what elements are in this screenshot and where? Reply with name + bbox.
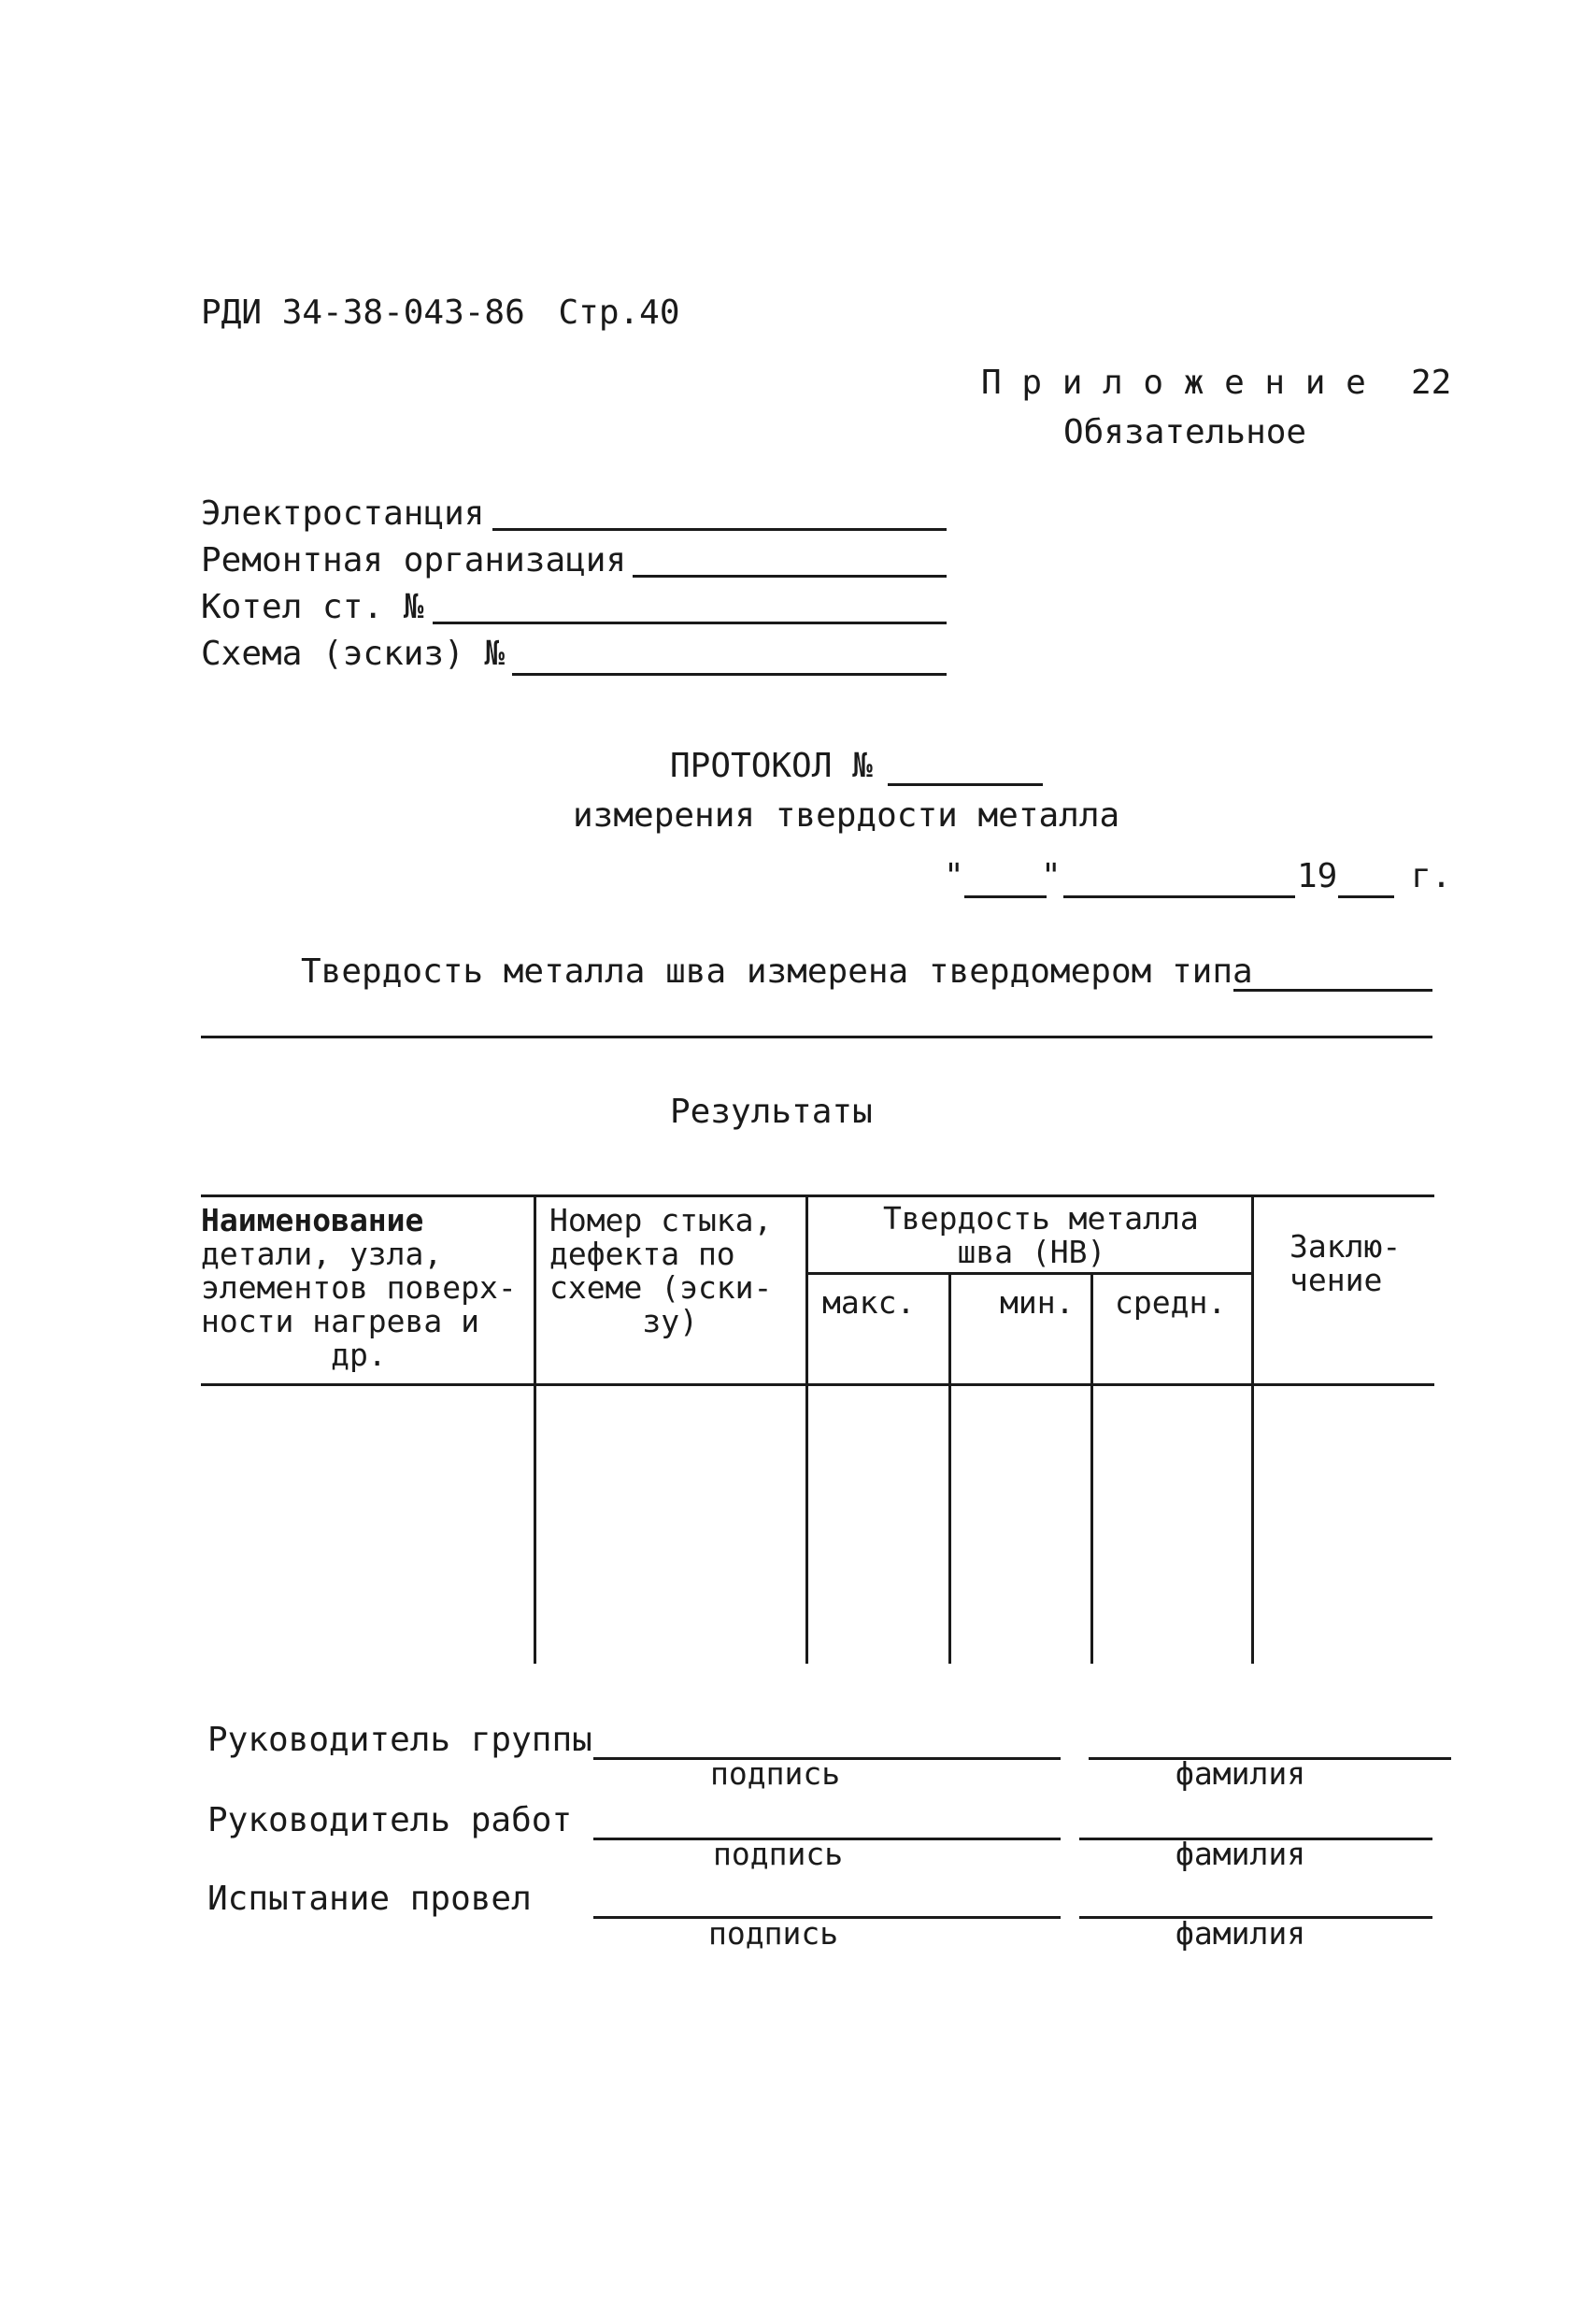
signature-name-caption-1: фамилия (1176, 1755, 1306, 1792)
date-year-suffix: г. (1411, 857, 1452, 895)
table-col-divider-1 (534, 1194, 536, 1664)
hardness-statement: Твердость металла шва измерена твердомером типа (301, 952, 1253, 991)
protocol-title: ПРОТОКОЛ № (670, 747, 873, 785)
table-header-hardness-group: Твердость металла шва (НВ) (883, 1200, 1199, 1270)
page-number: Стр.40 (558, 293, 680, 332)
appendix-title: П р и л о ж е н и е (981, 364, 1366, 402)
protocol-number-blank (888, 783, 1043, 786)
table-header-min: мин. (1000, 1284, 1075, 1321)
hardness-continuation-blank (201, 1036, 1432, 1038)
signature-sign-caption-1: подпись (710, 1755, 841, 1792)
field-repair-org-blank (633, 575, 947, 578)
table-header-bottom-border (201, 1383, 1434, 1386)
signature-name-caption-3: фамилия (1176, 1915, 1306, 1952)
field-repair-org-label: Ремонтная организация (201, 541, 627, 579)
table-header-avg: средн. (1115, 1284, 1227, 1321)
signature-role-tester: Испытание провел (207, 1880, 532, 1918)
table-col-divider-3 (948, 1272, 951, 1664)
field-scheme-blank (512, 673, 947, 676)
table-header-conclusion: Заклю- чение (1290, 1228, 1402, 1298)
date-year-prefix: 19 (1297, 857, 1338, 895)
signature-role-group-leader: Руководитель группы (207, 1721, 592, 1759)
hardness-type-blank (1233, 989, 1432, 992)
field-power-station-blank (492, 528, 947, 531)
table-col-divider-4 (1090, 1272, 1093, 1664)
table-header-joint-number: Номер стыка, дефекта по схеме (эски- зу) (549, 1202, 773, 1339)
date-month-blank (1063, 895, 1295, 898)
date-year-blank (1338, 895, 1394, 898)
field-scheme-label: Схема (эскиз) № (201, 635, 506, 673)
field-boiler-blank (433, 622, 947, 624)
table-col-divider-5 (1251, 1194, 1254, 1664)
field-boiler-label: Котел ст. № (201, 588, 424, 626)
signature-sign-caption-3: подпись (708, 1915, 839, 1952)
protocol-subtitle: измерения твердости металла (573, 796, 1120, 835)
table-header-part-name: детали, узла, элементов поверх- ности нагрева и др. (201, 1236, 517, 1373)
signature-sign-caption-2: подпись (713, 1836, 844, 1872)
table-header-max: макс. (822, 1284, 916, 1321)
date-close-quote: " (1041, 857, 1062, 895)
date-day-blank (964, 895, 1047, 898)
appendix-status: Обязательное (1063, 413, 1307, 451)
doc-reference (201, 294, 680, 332)
table-col-divider-2 (805, 1194, 808, 1664)
results-title: Результаты (670, 1093, 873, 1131)
signature-name-caption-2: фамилия (1176, 1836, 1306, 1872)
date-open-quote: " (944, 857, 964, 895)
table-header-part-name-bold: Наименование (201, 1202, 424, 1238)
table-subheader-border (805, 1272, 1254, 1275)
doc-code: РДИ 34-38-043-86 (201, 293, 525, 332)
table-top-border (201, 1194, 1434, 1197)
signature-role-work-leader: Руководитель работ (207, 1801, 573, 1839)
appendix-number: 22 (1411, 364, 1452, 402)
field-power-station-label: Электростанция (201, 494, 485, 533)
